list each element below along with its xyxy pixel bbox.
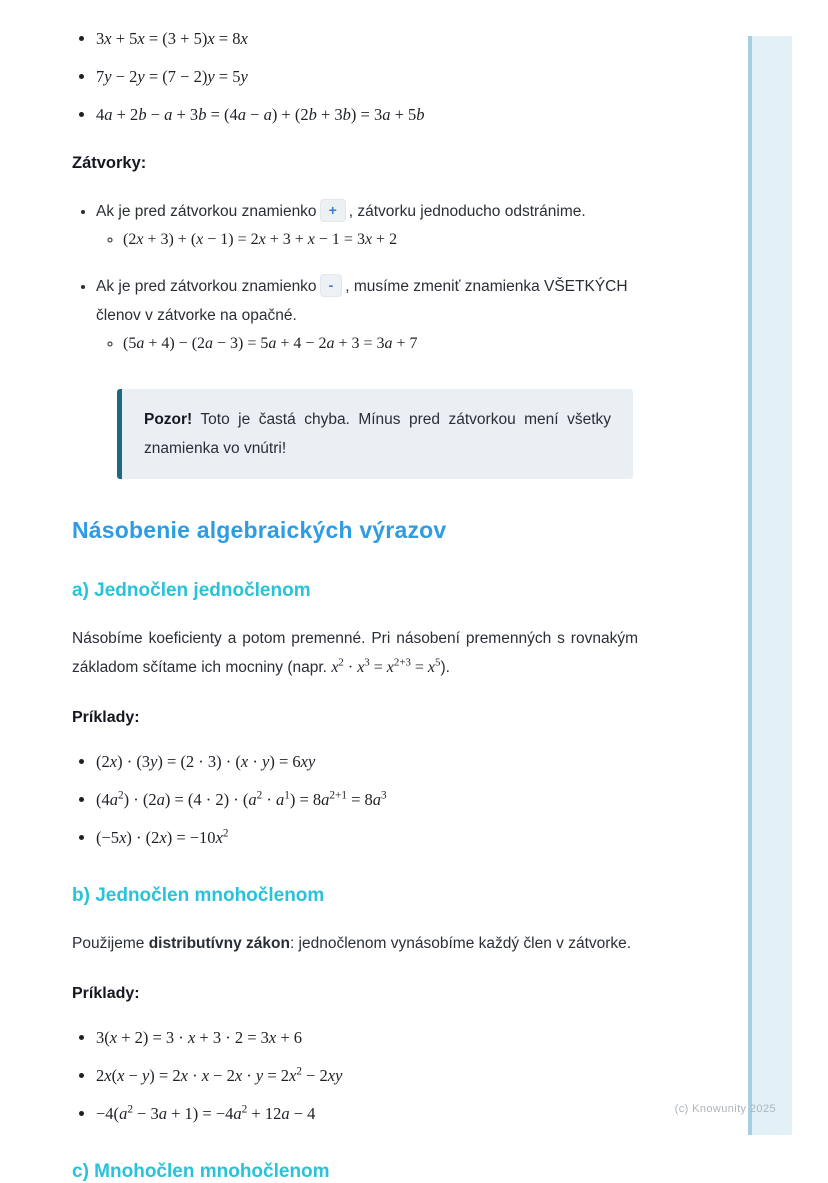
examples-list-b bbox=[72, 1027, 638, 1125]
math-example: • $(-5x) \cdot (2x) = -10x^2$ bbox=[96, 827, 638, 849]
rule-example-list bbox=[96, 227, 638, 252]
page-edge-decoration bbox=[748, 36, 792, 1135]
section-label-zatvorky: Zátvorky: bbox=[72, 154, 147, 172]
rule-text-before: Ak je pred zátvorkou znamienko bbox=[96, 278, 317, 295]
paragraph-b bbox=[72, 929, 638, 958]
math-example: • $2x(x - y) = 2x \cdot x - 2x \cdot y = 2x^2 - 2xy$ bbox=[96, 1065, 638, 1087]
math-example: • 4a + 2b − a + 3b = (4a − a) + (2b + 3b) = 3a + 5b bbox=[96, 104, 638, 125]
heading-c: c) Mnohočlen mnohočlenom bbox=[72, 1161, 330, 1182]
rule-text-before: Ak je pred zátvorkou znamienko bbox=[96, 203, 317, 220]
examples-list-a bbox=[72, 751, 638, 849]
rule-text-after: , musíme zmeniť znamienka VŠETKÝCH členov v zátvorke na opačné. bbox=[96, 278, 628, 324]
paragraph-b-bold: distributívny zákon bbox=[148, 935, 290, 952]
math-example: • 3x + 5x = (3 + 5)x = 8x bbox=[96, 28, 638, 49]
rule-example-list bbox=[96, 331, 638, 356]
document-page bbox=[72, 28, 638, 1183]
math-example: ◦ (5a + 4) − (2a − 3) = 5a + 4 − 2a + 3 = 3a + 7 bbox=[123, 331, 638, 356]
footer-copyright: (c) Knowunity 2025 bbox=[674, 1103, 776, 1115]
rule-text-after: , zátvorku jednoducho odstránime. bbox=[348, 203, 586, 220]
math-example: • 7y − 2y = (7 − 2)y = 5y bbox=[96, 66, 638, 87]
rule-minus bbox=[96, 272, 638, 356]
callout-text: Toto je častá chyba. Mínus pred zátvorkou mení všetky znamienka vo vnútri! bbox=[144, 411, 611, 457]
paragraph-b-text-end: : jednočlenom vynásobíme každý člen v zátvorke. bbox=[289, 935, 632, 952]
intro-example-list bbox=[72, 28, 638, 125]
rules-list bbox=[72, 197, 638, 356]
paragraph-a bbox=[72, 624, 638, 682]
inline-math: $x^2 \cdot x^3 = x^{2+3} = x^5$ bbox=[331, 656, 441, 676]
heading-nasobenie: Násobenie algebraických výrazov bbox=[72, 517, 447, 543]
callout-lead: Pozor! bbox=[144, 411, 193, 428]
heading-b: b) Jednočlen mnohočlenom bbox=[72, 885, 325, 906]
math-example: • $-4(a^2 - 3a + 1) = -4a^2 + 12a - 4$ bbox=[96, 1103, 638, 1125]
math-example: ◦ (2x + 3) + (x − 1) = 2x + 3 + x − 1 = 3x + 2 bbox=[123, 227, 638, 252]
paragraph-a-text: Násobíme koeficienty a potom premenné. Pri násobení premenných s rovnakým základom sčítame ich mocniny (napr. bbox=[72, 630, 638, 676]
math-example: • 3(x + 2) = 3 · x + 3 · 2 = 3x + 6 bbox=[96, 1027, 638, 1049]
heading-a: a) Jednočlen jednočlenom bbox=[72, 580, 311, 601]
warning-callout bbox=[117, 389, 633, 479]
examples-label-b: Príklady: bbox=[72, 985, 140, 1002]
plus-sign-badge: + bbox=[320, 199, 346, 222]
paragraph-b-text: Použijeme bbox=[72, 935, 149, 952]
minus-sign-badge: - bbox=[320, 274, 343, 297]
math-example: • $(4a^2) \cdot (2a) = (4 \cdot 2) \cdot (a^2 \cdot a^1) = 8a^{2+1} = 8a^3$ bbox=[96, 789, 638, 811]
paragraph-a-text-end: ). bbox=[440, 659, 450, 676]
math-example: • (2x) · (3y) = (2 · 3) · (x · y) = 6xy bbox=[96, 751, 638, 773]
rule-plus bbox=[96, 197, 638, 252]
examples-label-a: Príklady: bbox=[72, 709, 140, 726]
